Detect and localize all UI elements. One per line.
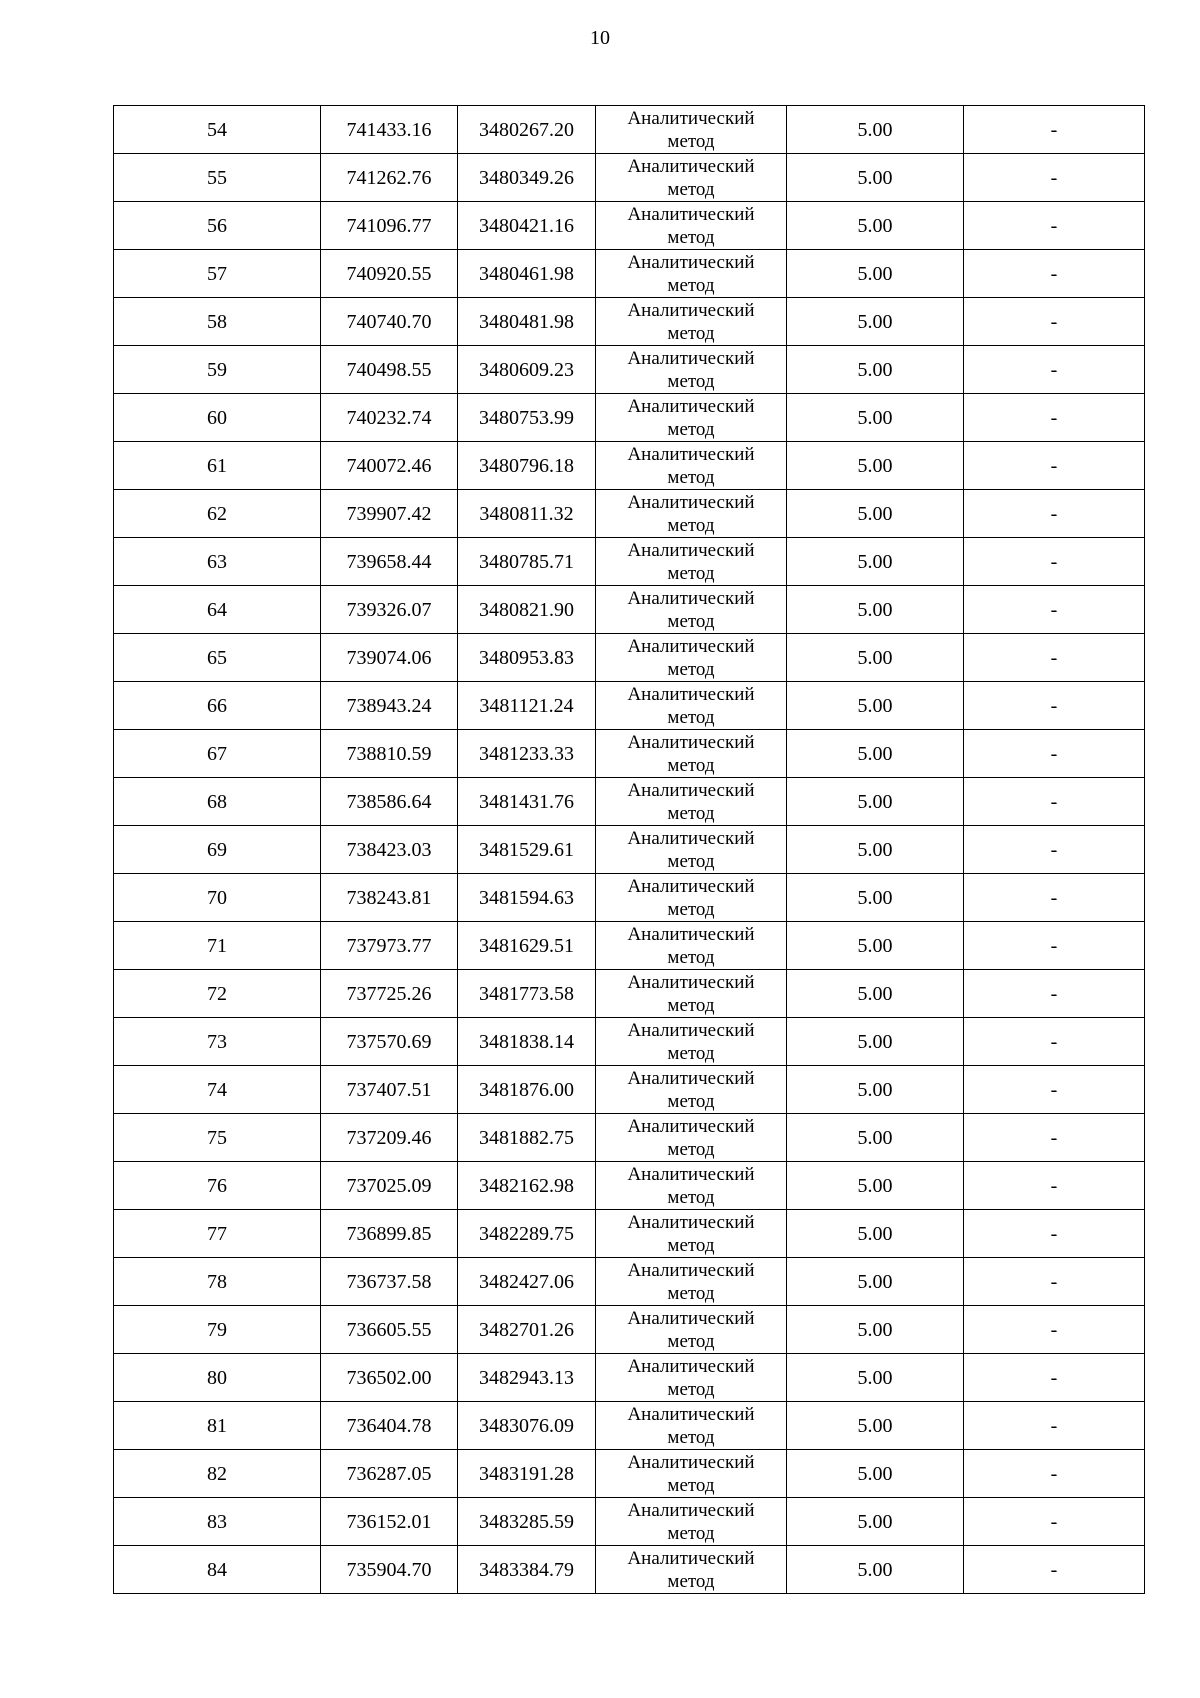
page-number: 10 (590, 27, 610, 49)
point-number-cell: 55 (114, 154, 321, 202)
method-line-2: метод (667, 370, 715, 392)
method-line-2: метод (667, 1138, 715, 1160)
table-row (114, 682, 1145, 730)
x-coordinate-cell: 736737.58 (321, 1258, 458, 1306)
method-cell (596, 538, 787, 586)
table-row (114, 922, 1145, 970)
accuracy-cell: 5.00 (787, 1546, 964, 1594)
method-line-1: Аналитический (627, 1499, 755, 1521)
note-cell: - (964, 586, 1145, 634)
point-number-cell: 84 (114, 1546, 321, 1594)
accuracy-cell: 5.00 (787, 1066, 964, 1114)
x-coordinate-cell: 736152.01 (321, 1498, 458, 1546)
note-cell: - (964, 1354, 1145, 1402)
table-row (114, 778, 1145, 826)
point-number-cell: 78 (114, 1258, 321, 1306)
accuracy-cell: 5.00 (787, 970, 964, 1018)
x-coordinate-cell: 740498.55 (321, 346, 458, 394)
y-coordinate-cell: 3481773.58 (458, 970, 596, 1018)
x-coordinate-cell: 738423.03 (321, 826, 458, 874)
method-line-2: метод (667, 754, 715, 776)
y-coordinate-cell: 3480811.32 (458, 490, 596, 538)
y-coordinate-cell: 3480481.98 (458, 298, 596, 346)
accuracy-cell: 5.00 (787, 1162, 964, 1210)
method-line-2: метод (667, 466, 715, 488)
table-row (114, 394, 1145, 442)
y-coordinate-cell: 3481431.76 (458, 778, 596, 826)
method-line-1: Аналитический (627, 1211, 755, 1233)
note-cell: - (964, 730, 1145, 778)
method-line-1: Аналитический (627, 587, 755, 609)
y-coordinate-cell: 3482701.26 (458, 1306, 596, 1354)
method-line-2: метод (667, 1426, 715, 1448)
note-cell: - (964, 826, 1145, 874)
method-cell (596, 1018, 787, 1066)
method-cell (596, 394, 787, 442)
method-cell (596, 1066, 787, 1114)
method-cell (596, 1258, 787, 1306)
method-line-1: Аналитический (627, 923, 755, 945)
method-cell (596, 682, 787, 730)
point-number-cell: 77 (114, 1210, 321, 1258)
note-cell: - (964, 1018, 1145, 1066)
accuracy-cell: 5.00 (787, 826, 964, 874)
method-line-2: метод (667, 1042, 715, 1064)
point-number-cell: 63 (114, 538, 321, 586)
method-cell (596, 970, 787, 1018)
point-number-cell: 56 (114, 202, 321, 250)
method-cell (596, 1402, 787, 1450)
table-row (114, 1066, 1145, 1114)
method-line-2: метод (667, 514, 715, 536)
table-row (114, 250, 1145, 298)
x-coordinate-cell: 741262.76 (321, 154, 458, 202)
table-row (114, 1114, 1145, 1162)
method-line-1: Аналитический (627, 491, 755, 513)
method-line-2: метод (667, 1186, 715, 1208)
y-coordinate-cell: 3480421.16 (458, 202, 596, 250)
method-line-1: Аналитический (627, 779, 755, 801)
y-coordinate-cell: 3481876.00 (458, 1066, 596, 1114)
accuracy-cell: 5.00 (787, 538, 964, 586)
accuracy-cell: 5.00 (787, 1354, 964, 1402)
table-row (114, 1018, 1145, 1066)
accuracy-cell: 5.00 (787, 1402, 964, 1450)
table-row (114, 874, 1145, 922)
method-cell (596, 826, 787, 874)
table-row (114, 970, 1145, 1018)
x-coordinate-cell: 737209.46 (321, 1114, 458, 1162)
table-row (114, 154, 1145, 202)
method-cell (596, 922, 787, 970)
method-line-2: метод (667, 610, 715, 632)
table-row (114, 1258, 1145, 1306)
method-line-2: метод (667, 898, 715, 920)
y-coordinate-cell: 3480609.23 (458, 346, 596, 394)
y-coordinate-cell: 3481121.24 (458, 682, 596, 730)
y-coordinate-cell: 3480953.83 (458, 634, 596, 682)
accuracy-cell: 5.00 (787, 586, 964, 634)
method-cell (596, 250, 787, 298)
note-cell: - (964, 250, 1145, 298)
note-cell: - (964, 442, 1145, 490)
accuracy-cell: 5.00 (787, 298, 964, 346)
y-coordinate-cell: 3483191.28 (458, 1450, 596, 1498)
method-line-1: Аналитический (627, 875, 755, 897)
x-coordinate-cell: 737725.26 (321, 970, 458, 1018)
point-number-cell: 67 (114, 730, 321, 778)
method-line-1: Аналитический (627, 299, 755, 321)
note-cell: - (964, 778, 1145, 826)
y-coordinate-cell: 3482943.13 (458, 1354, 596, 1402)
method-cell (596, 154, 787, 202)
y-coordinate-cell: 3482427.06 (458, 1258, 596, 1306)
method-line-1: Аналитический (627, 1019, 755, 1041)
y-coordinate-cell: 3482162.98 (458, 1162, 596, 1210)
y-coordinate-cell: 3480349.26 (458, 154, 596, 202)
note-cell: - (964, 1402, 1145, 1450)
method-line-1: Аналитический (627, 635, 755, 657)
note-cell: - (964, 1114, 1145, 1162)
y-coordinate-cell: 3480785.71 (458, 538, 596, 586)
y-coordinate-cell: 3483076.09 (458, 1402, 596, 1450)
point-number-cell: 75 (114, 1114, 321, 1162)
method-cell (596, 106, 787, 154)
x-coordinate-cell: 738810.59 (321, 730, 458, 778)
accuracy-cell: 5.00 (787, 490, 964, 538)
method-line-2: метод (667, 178, 715, 200)
y-coordinate-cell: 3482289.75 (458, 1210, 596, 1258)
note-cell: - (964, 1450, 1145, 1498)
point-number-cell: 62 (114, 490, 321, 538)
x-coordinate-cell: 740920.55 (321, 250, 458, 298)
point-number-cell: 73 (114, 1018, 321, 1066)
table-row (114, 106, 1145, 154)
point-number-cell: 74 (114, 1066, 321, 1114)
method-line-2: метод (667, 322, 715, 344)
method-line-1: Аналитический (627, 1451, 755, 1473)
point-number-cell: 71 (114, 922, 321, 970)
note-cell: - (964, 154, 1145, 202)
x-coordinate-cell: 737570.69 (321, 1018, 458, 1066)
method-line-2: метод (667, 418, 715, 440)
y-coordinate-cell: 3480796.18 (458, 442, 596, 490)
table-row (114, 586, 1145, 634)
method-line-2: метод (667, 130, 715, 152)
coordinates-table-body (114, 106, 1145, 1594)
method-line-2: метод (667, 1474, 715, 1496)
point-number-cell: 69 (114, 826, 321, 874)
note-cell: - (964, 1162, 1145, 1210)
accuracy-cell: 5.00 (787, 634, 964, 682)
accuracy-cell: 5.00 (787, 106, 964, 154)
point-number-cell: 59 (114, 346, 321, 394)
method-cell (596, 1162, 787, 1210)
point-number-cell: 65 (114, 634, 321, 682)
method-line-1: Аналитический (627, 1115, 755, 1137)
method-line-1: Аналитический (627, 683, 755, 705)
x-coordinate-cell: 741096.77 (321, 202, 458, 250)
method-line-2: метод (667, 1234, 715, 1256)
method-line-2: метод (667, 994, 715, 1016)
x-coordinate-cell: 737973.77 (321, 922, 458, 970)
x-coordinate-cell: 738586.64 (321, 778, 458, 826)
method-cell (596, 298, 787, 346)
table-row (114, 1306, 1145, 1354)
point-number-cell: 61 (114, 442, 321, 490)
y-coordinate-cell: 3481882.75 (458, 1114, 596, 1162)
x-coordinate-cell: 739074.06 (321, 634, 458, 682)
method-line-2: метод (667, 706, 715, 728)
note-cell: - (964, 682, 1145, 730)
method-line-2: метод (667, 274, 715, 296)
accuracy-cell: 5.00 (787, 250, 964, 298)
accuracy-cell: 5.00 (787, 394, 964, 442)
note-cell: - (964, 346, 1145, 394)
note-cell: - (964, 922, 1145, 970)
method-cell (596, 442, 787, 490)
note-cell: - (964, 1066, 1145, 1114)
method-line-1: Аналитический (627, 539, 755, 561)
note-cell: - (964, 874, 1145, 922)
point-number-cell: 57 (114, 250, 321, 298)
method-cell (596, 634, 787, 682)
method-line-1: Аналитический (627, 1403, 755, 1425)
table-row (114, 298, 1145, 346)
method-line-1: Аналитический (627, 1307, 755, 1329)
table-row (114, 1210, 1145, 1258)
x-coordinate-cell: 741433.16 (321, 106, 458, 154)
y-coordinate-cell: 3481594.63 (458, 874, 596, 922)
method-cell (596, 202, 787, 250)
accuracy-cell: 5.00 (787, 730, 964, 778)
x-coordinate-cell: 740072.46 (321, 442, 458, 490)
method-cell (596, 1306, 787, 1354)
x-coordinate-cell: 736287.05 (321, 1450, 458, 1498)
method-cell (596, 1450, 787, 1498)
accuracy-cell: 5.00 (787, 346, 964, 394)
method-line-2: метод (667, 1522, 715, 1544)
note-cell: - (964, 1498, 1145, 1546)
method-line-1: Аналитический (627, 1355, 755, 1377)
method-line-2: метод (667, 1330, 715, 1352)
method-line-2: метод (667, 802, 715, 824)
table-row (114, 826, 1145, 874)
x-coordinate-cell: 736404.78 (321, 1402, 458, 1450)
point-number-cell: 60 (114, 394, 321, 442)
method-line-2: метод (667, 946, 715, 968)
point-number-cell: 64 (114, 586, 321, 634)
table-row (114, 538, 1145, 586)
method-line-1: Аналитический (627, 971, 755, 993)
table-row (114, 1354, 1145, 1402)
table-row (114, 1162, 1145, 1210)
method-line-1: Аналитический (627, 731, 755, 753)
note-cell: - (964, 202, 1145, 250)
x-coordinate-cell: 736899.85 (321, 1210, 458, 1258)
method-line-1: Аналитический (627, 1163, 755, 1185)
method-line-1: Аналитический (627, 443, 755, 465)
method-line-2: метод (667, 850, 715, 872)
accuracy-cell: 5.00 (787, 442, 964, 490)
x-coordinate-cell: 736502.00 (321, 1354, 458, 1402)
x-coordinate-cell: 737407.51 (321, 1066, 458, 1114)
accuracy-cell: 5.00 (787, 154, 964, 202)
y-coordinate-cell: 3481838.14 (458, 1018, 596, 1066)
table-row (114, 1402, 1145, 1450)
point-number-cell: 79 (114, 1306, 321, 1354)
table-row (114, 634, 1145, 682)
method-cell (596, 586, 787, 634)
note-cell: - (964, 298, 1145, 346)
table-row (114, 346, 1145, 394)
table-row (114, 490, 1145, 538)
accuracy-cell: 5.00 (787, 202, 964, 250)
y-coordinate-cell: 3483285.59 (458, 1498, 596, 1546)
accuracy-cell: 5.00 (787, 1114, 964, 1162)
method-line-1: Аналитический (627, 107, 755, 129)
point-number-cell: 76 (114, 1162, 321, 1210)
x-coordinate-cell: 738243.81 (321, 874, 458, 922)
method-cell (596, 730, 787, 778)
accuracy-cell: 5.00 (787, 1258, 964, 1306)
coordinates-table (113, 105, 1145, 1594)
x-coordinate-cell: 740740.70 (321, 298, 458, 346)
accuracy-cell: 5.00 (787, 682, 964, 730)
point-number-cell: 54 (114, 106, 321, 154)
accuracy-cell: 5.00 (787, 1210, 964, 1258)
note-cell: - (964, 970, 1145, 1018)
x-coordinate-cell: 739658.44 (321, 538, 458, 586)
method-line-2: метод (667, 562, 715, 584)
method-line-2: метод (667, 1378, 715, 1400)
method-cell (596, 1354, 787, 1402)
note-cell: - (964, 1210, 1145, 1258)
accuracy-cell: 5.00 (787, 778, 964, 826)
method-line-1: Аналитический (627, 395, 755, 417)
x-coordinate-cell: 735904.70 (321, 1546, 458, 1594)
y-coordinate-cell: 3481529.61 (458, 826, 596, 874)
method-line-2: метод (667, 226, 715, 248)
note-cell: - (964, 634, 1145, 682)
accuracy-cell: 5.00 (787, 1498, 964, 1546)
y-coordinate-cell: 3480821.90 (458, 586, 596, 634)
x-coordinate-cell: 738943.24 (321, 682, 458, 730)
x-coordinate-cell: 737025.09 (321, 1162, 458, 1210)
point-number-cell: 66 (114, 682, 321, 730)
y-coordinate-cell: 3481629.51 (458, 922, 596, 970)
x-coordinate-cell: 736605.55 (321, 1306, 458, 1354)
method-line-1: Аналитический (627, 347, 755, 369)
table-row (114, 1546, 1145, 1594)
point-number-cell: 83 (114, 1498, 321, 1546)
x-coordinate-cell: 739907.42 (321, 490, 458, 538)
accuracy-cell: 5.00 (787, 922, 964, 970)
method-line-1: Аналитический (627, 155, 755, 177)
table-row (114, 730, 1145, 778)
method-line-1: Аналитический (627, 203, 755, 225)
table-row (114, 1498, 1145, 1546)
point-number-cell: 72 (114, 970, 321, 1018)
point-number-cell: 68 (114, 778, 321, 826)
y-coordinate-cell: 3481233.33 (458, 730, 596, 778)
x-coordinate-cell: 740232.74 (321, 394, 458, 442)
method-cell (596, 346, 787, 394)
method-cell (596, 1114, 787, 1162)
note-cell: - (964, 1306, 1145, 1354)
accuracy-cell: 5.00 (787, 1450, 964, 1498)
method-line-2: метод (667, 1090, 715, 1112)
table-row (114, 202, 1145, 250)
point-number-cell: 70 (114, 874, 321, 922)
method-cell (596, 490, 787, 538)
method-line-1: Аналитический (627, 1547, 755, 1569)
method-line-1: Аналитический (627, 251, 755, 273)
method-cell (596, 1210, 787, 1258)
method-cell (596, 1546, 787, 1594)
method-cell (596, 1498, 787, 1546)
method-line-1: Аналитический (627, 827, 755, 849)
note-cell: - (964, 538, 1145, 586)
accuracy-cell: 5.00 (787, 1306, 964, 1354)
x-coordinate-cell: 739326.07 (321, 586, 458, 634)
y-coordinate-cell: 3480267.20 (458, 106, 596, 154)
method-line-1: Аналитический (627, 1067, 755, 1089)
method-cell (596, 778, 787, 826)
note-cell: - (964, 1258, 1145, 1306)
accuracy-cell: 5.00 (787, 874, 964, 922)
method-line-2: метод (667, 1570, 715, 1592)
y-coordinate-cell: 3483384.79 (458, 1546, 596, 1594)
accuracy-cell: 5.00 (787, 1018, 964, 1066)
table-row (114, 442, 1145, 490)
y-coordinate-cell: 3480753.99 (458, 394, 596, 442)
note-cell: - (964, 490, 1145, 538)
method-cell (596, 874, 787, 922)
point-number-cell: 82 (114, 1450, 321, 1498)
y-coordinate-cell: 3480461.98 (458, 250, 596, 298)
note-cell: - (964, 106, 1145, 154)
method-line-2: метод (667, 1282, 715, 1304)
table-row (114, 1450, 1145, 1498)
note-cell: - (964, 394, 1145, 442)
method-line-2: метод (667, 658, 715, 680)
point-number-cell: 81 (114, 1402, 321, 1450)
method-line-1: Аналитический (627, 1259, 755, 1281)
note-cell: - (964, 1546, 1145, 1594)
point-number-cell: 80 (114, 1354, 321, 1402)
point-number-cell: 58 (114, 298, 321, 346)
